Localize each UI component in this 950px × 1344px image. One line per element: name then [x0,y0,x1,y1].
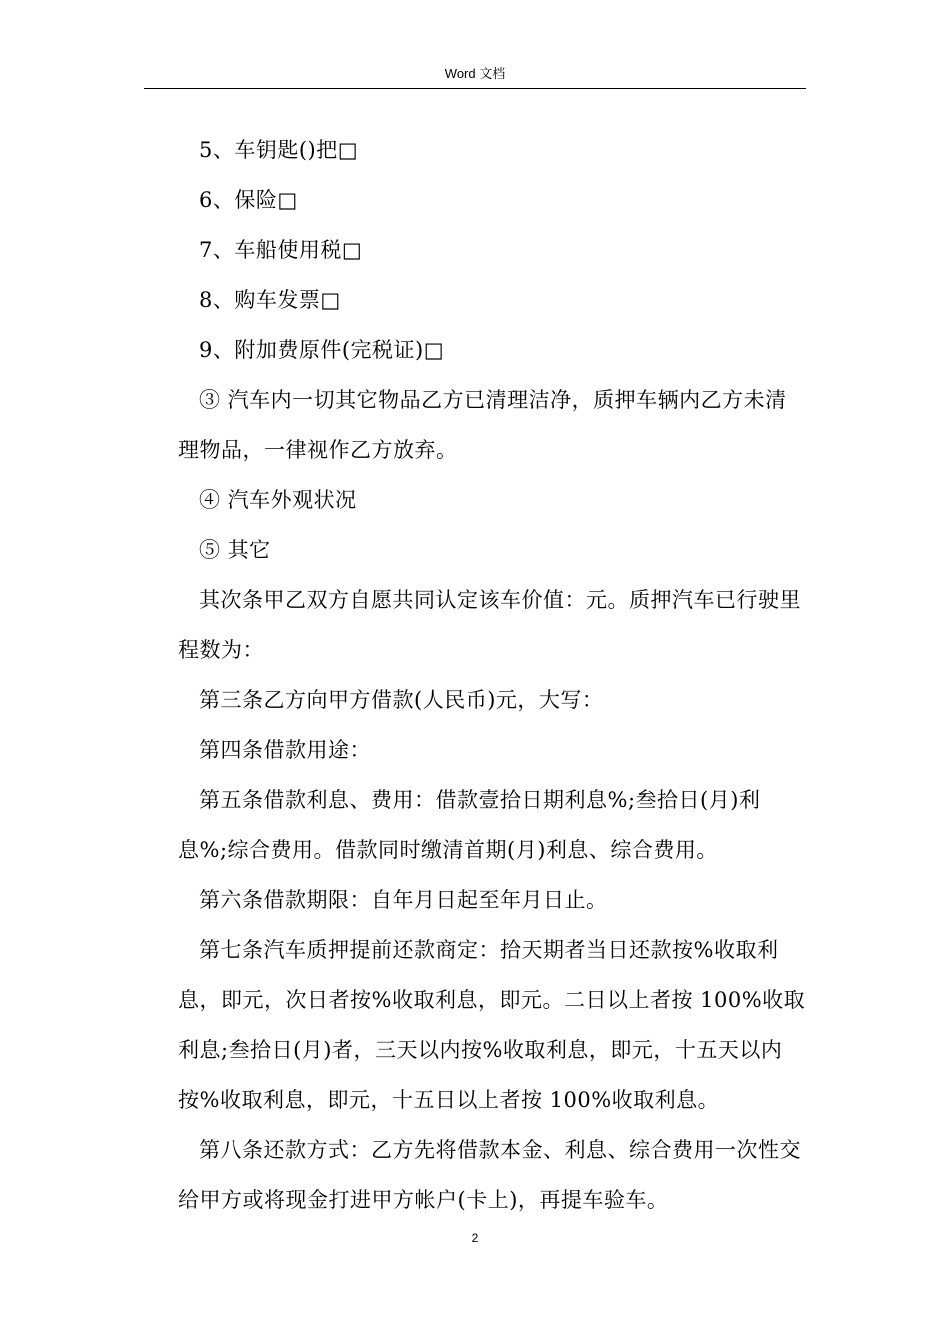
item-car-keys: 5、车钥匙()把□ [199,138,359,162]
article-7-early-repayment: 第七条汽车质押提前还款商定：拾天期者当日还款按%收取利息，即元，次日者按%收取利息，即元。二日以上者按 100%收取利息;叁拾日(月)者，三天以内按%收取利息，即元，十五天以内按%收取利息，即元，十五日以上者按 100%收取利息。 [178,938,806,1112]
document-body [178,125,808,1225]
clause-exterior-condition: ④ 汽车外观状况 [199,488,357,512]
item-surcharge-original: 9、附加费原件(完税证)□ [199,338,445,362]
clause-items-cleared: ③ 汽车内一切其它物品乙方已清理洁净，质押车辆内乙方未清理物品，一律视作乙方放弃。 [178,388,787,462]
item-purchase-invoice: 8、购车发票□ [199,288,341,312]
article-3-loan-amount: 第三条乙方向甲方借款(人民币)元，大写： [199,688,604,712]
article-4-loan-purpose: 第四条借款用途： [199,738,371,762]
article-6-loan-term: 第六条借款期限：自年月日起至年月日止。 [199,888,608,912]
item-insurance: 6、保险□ [199,188,298,212]
article-2-vehicle-value: 其次条甲乙双方自愿共同认定该车价值：元。质押汽车已行驶里程数为： [178,588,801,662]
page-header: Word 文档 [444,66,506,81]
item-vehicle-tax: 7、车船使用税□ [199,238,363,262]
page-number: 2 [471,1231,479,1245]
clause-other: ⑤ 其它 [199,538,271,562]
article-5-interest-fees: 第五条借款利息、费用：借款壹拾日期利息%;叁拾日(月)利息%;综合费用。借款同时缴清首期(月)利息、综合费用。 [178,788,761,862]
header-divider [144,88,806,89]
article-8-repayment-method: 第八条还款方式：乙方先将借款本金、利息、综合费用一次性交给甲方或将现金打进甲方帐户(卡上)，再提车验车。 [178,1138,801,1212]
